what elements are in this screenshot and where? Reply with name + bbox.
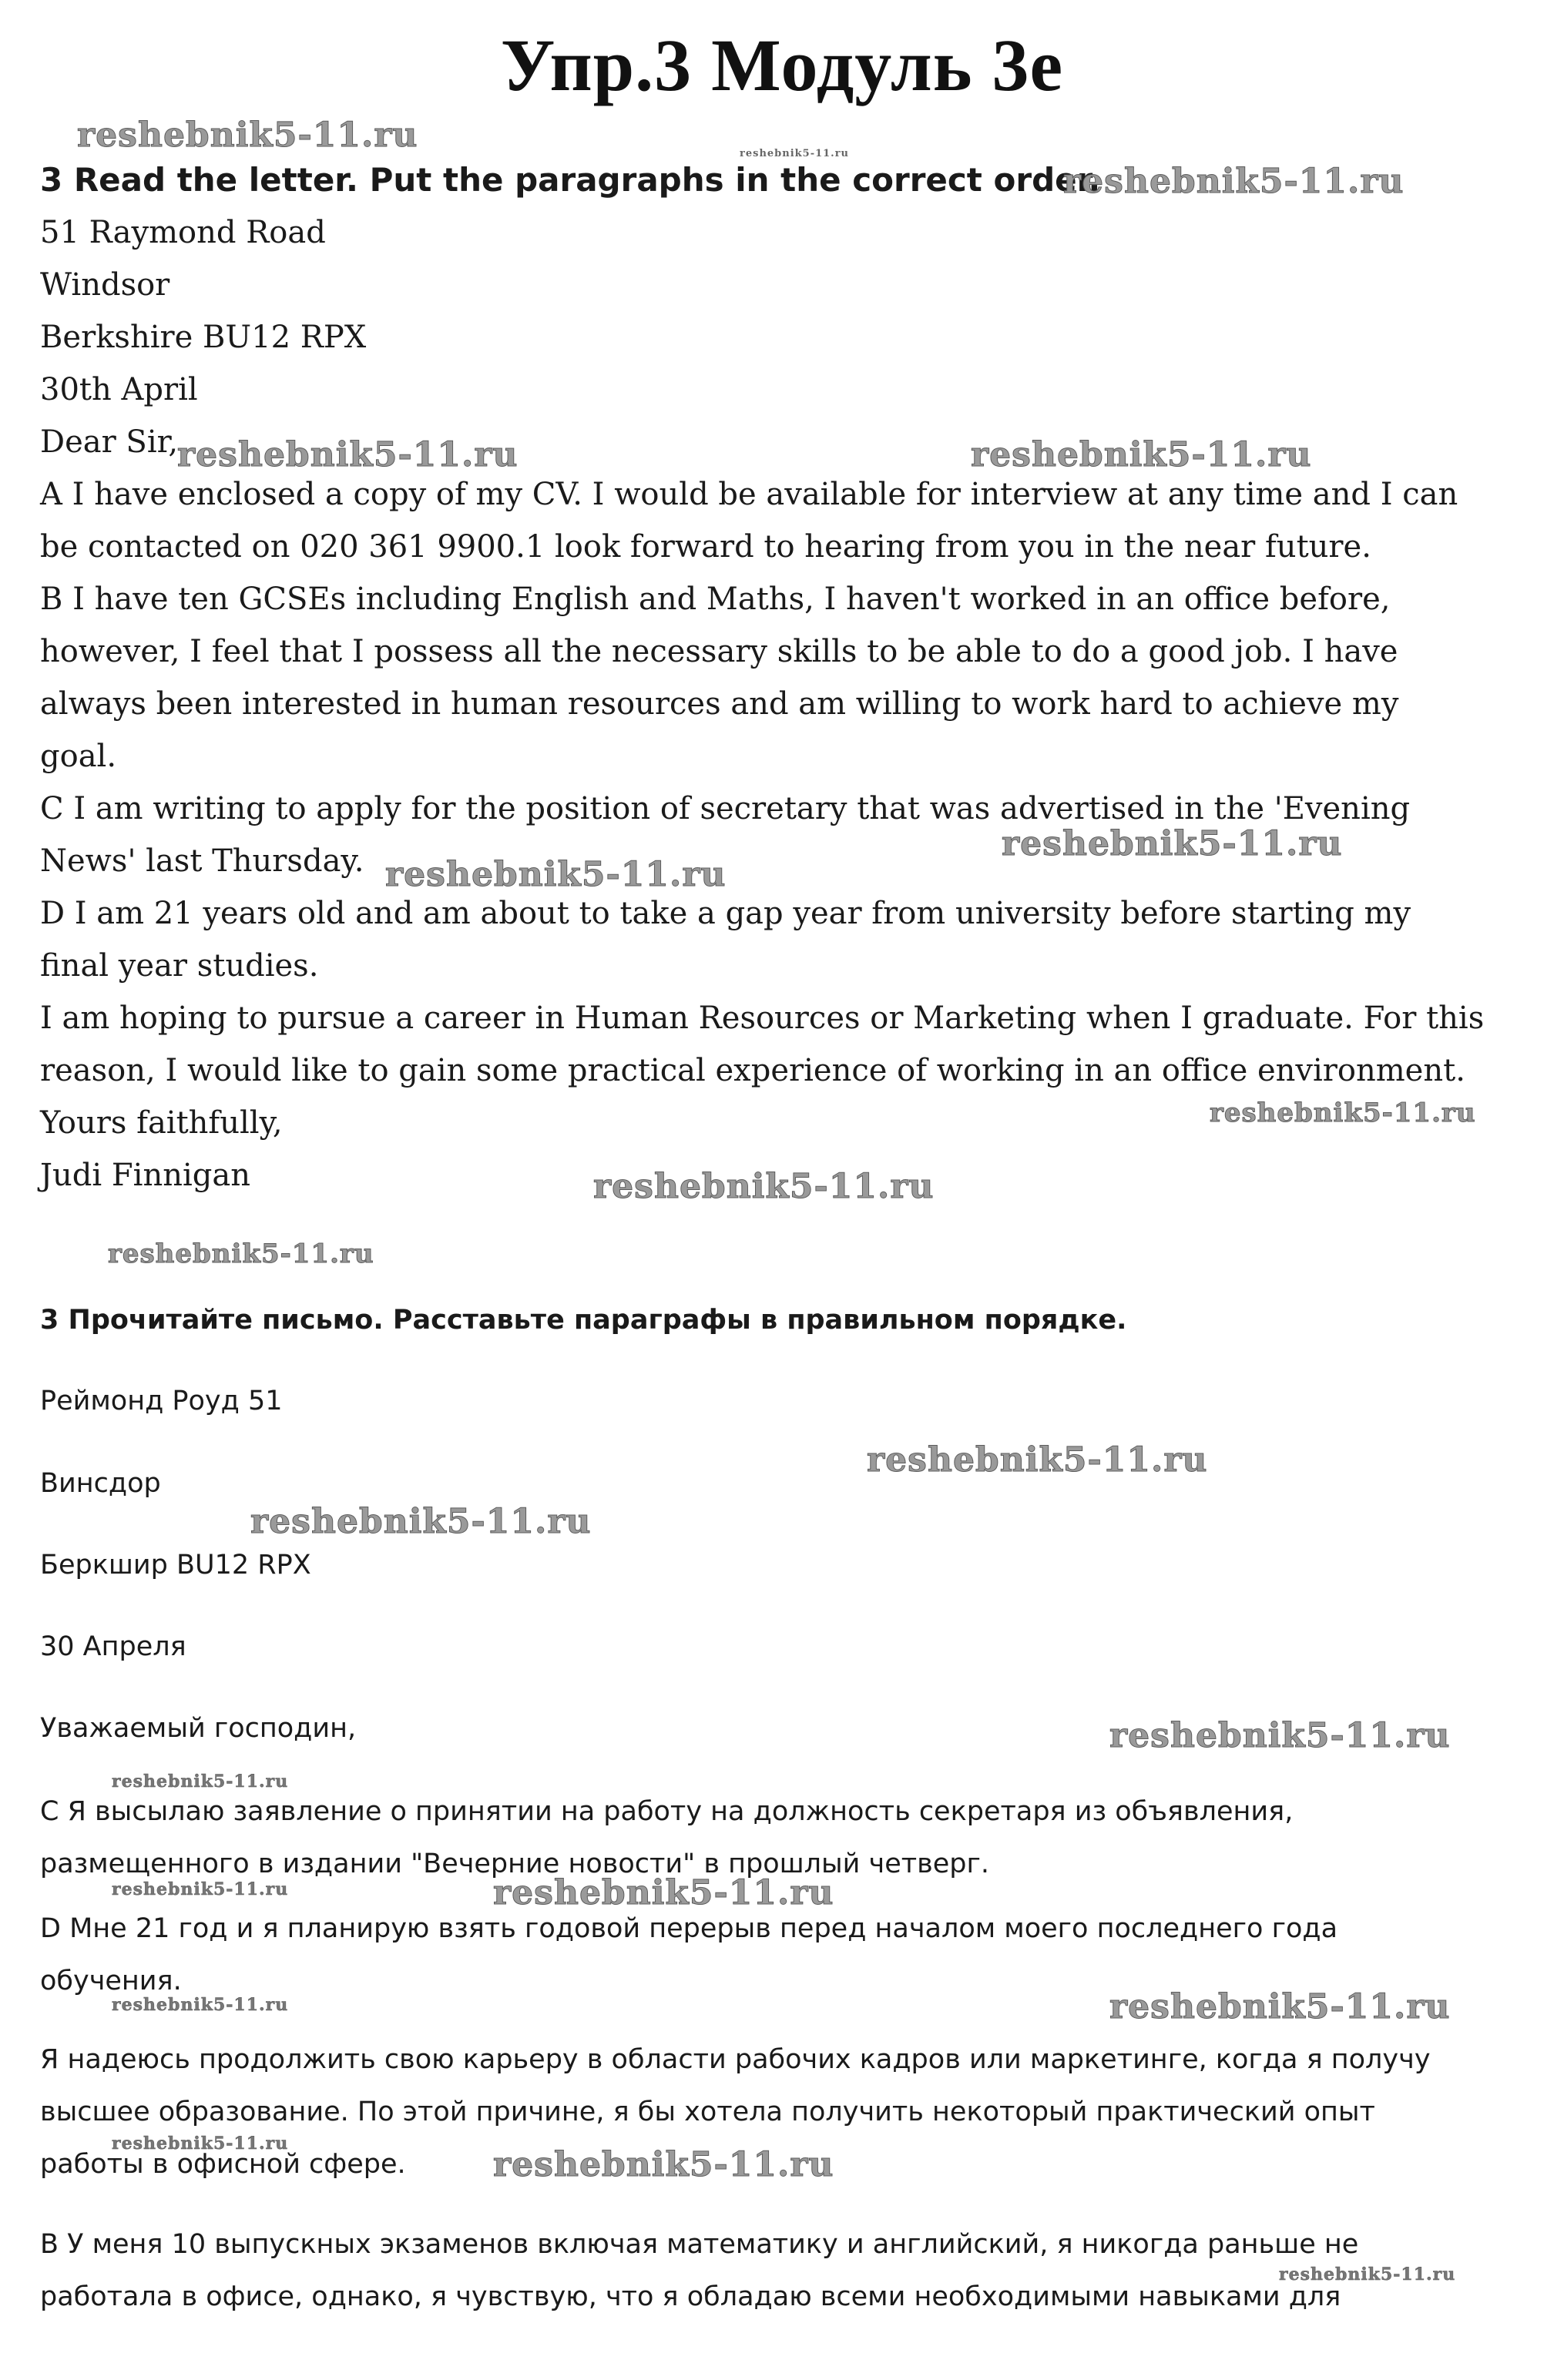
watermark: reshebnik5-11.ru [1063,162,1405,201]
ru-address-line: Реймонд Роуд 51 [40,1386,283,1416]
watermark: reshebnik5-11.ru [77,116,418,155]
watermark: reshebnik5-11.ru [740,148,850,159]
russian-address [40,1539,1550,1591]
ru-paragraph-line: Я надеюсь продолжить свою карьеру в области рабочих кадров или маркетинге, когда я получу [40,2044,1431,2075]
paragraph-b-line: always been interested in human resources and am willing to work hard to achieve my [40,686,1399,722]
watermark: reshebnik5-11.ru [1109,1716,1451,1755]
closing-line: Yours faithfully, [40,1105,283,1141]
watermark: reshebnik5-11.ru [593,1167,935,1206]
watermark: reshebnik5-11.ru [1109,1987,1451,2026]
paragraph-b-line: B I have ten GCSEs including English and Maths, I haven't worked in an office before, [40,582,1391,617]
ru-paragraph-line: В У меня 10 выпускных экзаменов включая математику и английский, я никогда раньше не [40,2229,1359,2260]
paragraph-d-line: final year studies. [40,948,319,984]
address-line: Berkshire BU12 RPX [40,320,367,355]
ru-greeting-line: Уважаемый господин, [40,1713,357,1744]
russian-heading-block [40,1294,1550,1346]
watermark: reshebnik5-11.ru [1002,824,1343,863]
watermark: reshebnik5-11.ru [385,855,727,894]
watermark: reshebnik5-11.ru [108,1239,374,1269]
greeting-line: Dear Sir, [40,424,179,460]
paragraph-c-line: News' last Thursday. [40,843,364,879]
paragraph-b-line: goal. [40,739,117,774]
watermark: reshebnik5-11.ru [112,1995,289,2015]
watermark: reshebnik5-11.ru [112,1772,289,1792]
ru-paragraph-line: обучения. [40,1966,182,1996]
signature-line: Judi Finnigan [40,1158,250,1193]
english-letter [40,154,1550,1202]
page-title: Упр.3 Модуль 3е [500,24,1064,106]
ru-paragraph-line: D Мне 21 год и я планирую взять годовой перерыв перед началом моего последнего года [40,1913,1338,1944]
ru-paragraph-line: С Я высылаю заявление о принятии на работу на должность секретаря из объявления, [40,1796,1294,1827]
ru-date-line: 30 Апреля [40,1631,186,1662]
date-line: 30th April [40,372,198,407]
paragraph-b-line: however, I feel that I possess all the necessary skills to be able to do a good job. I have [40,634,1398,669]
watermark: reshebnik5-11.ru [971,435,1312,474]
address-line: Windsor [40,267,170,303]
ru-address-line: Винсдор [40,1468,161,1499]
paragraph-e-line: I am hoping to pursue a career in Human Resources or Marketing when I graduate. For this [40,1001,1485,1036]
english-heading: 3 Read the letter. Put the paragraphs in the correct order. [40,161,1101,199]
address-line: 51 Raymond Road [40,215,326,250]
ru-address-line: Беркшир BU12 RPX [40,1550,311,1581]
ru-paragraph-line: работала в офисе, однако, я чувствую, что я обладаю всеми необходимыми навыками для [40,2281,1341,2312]
paragraph-c-line: C I am writing to apply for the position of secretary that was advertised in the 'Evening [40,791,1411,826]
ru-paragraph-line: размещенного в издании "Вечерние новости" в прошлый четверг. [40,1849,990,1879]
russian-heading: 3 Прочитайте письмо. Расставьте параграфы в правильном порядке. [40,1305,1127,1336]
paragraph-a-line: A I have enclosed a copy of my CV. I would be available for interview at any time and I can [40,477,1458,512]
watermark: reshebnik5-11.ru [250,1502,592,1541]
ru-paragraph-line: работы в офисной сфере. [40,2149,406,2180]
watermark: reshebnik5-11.ru [1210,1098,1476,1128]
ru-paragraph-line: высшее образование. По этой причине, я бы хотела получить некоторый практический опыт [40,2097,1375,2127]
paragraph-a-line: be contacted on 020 361 9900.1 look forward to hearing from you in the near future. [40,529,1371,565]
watermark: reshebnik5-11.ru [112,1879,289,1899]
watermark: reshebnik5-11.ru [493,1873,834,1912]
watermark: reshebnik5-11.ru [1279,2264,1456,2284]
watermark: reshebnik5-11.ru [112,2134,289,2154]
russian-address [40,1375,1550,1427]
watermark: reshebnik5-11.ru [177,435,519,474]
watermark: reshebnik5-11.ru [867,1440,1208,1480]
paragraph-e-line: reason, I would like to gain some practical experience of working in an office environment. [40,1053,1465,1088]
paragraph-d-line: D I am 21 years old and am about to take a gap year from university before starting my [40,896,1411,931]
watermark: reshebnik5-11.ru [493,2145,834,2184]
russian-date [40,1621,1550,1673]
